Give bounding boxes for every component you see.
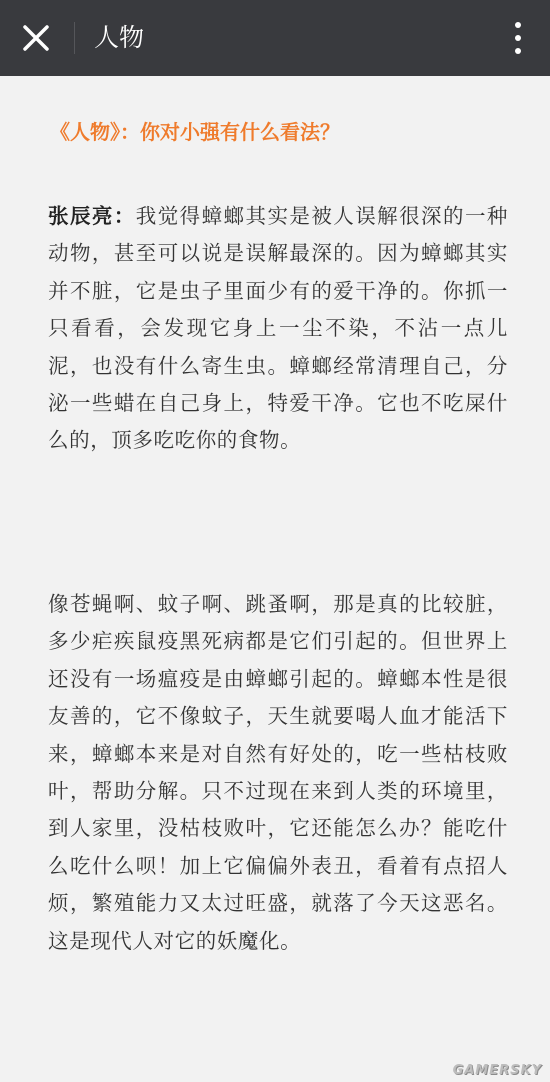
page-title: 人物 xyxy=(94,23,145,52)
close-button[interactable] xyxy=(14,16,58,60)
more-vertical-icon-dot xyxy=(515,48,521,54)
more-vertical-icon-dot xyxy=(515,35,521,41)
answer-paragraph-2: 像苍蝇啊、蚊子啊、跳蚤啊，那是真的比较脏，多少疟疾鼠疫黑死病都是它们引起的。但世界上还没有一场瘟疫是由蟑螂引起的。蟑螂本性是很友善的，它不像蚊子，天生就要喝人血才能活下来，蟑螂本来是对自然有好处的，吃一些枯枝败叶，帮助分解。只不过现在来到人类的环境里，到人家里，没枯枝败叶，它还能怎么办？能吃什么吃什么呗！加上它偏偏外表丑，看着有点招人烦，繁殖能力又太过旺盛，就落了今天这恶名。这是现代人对它的妖魔化。 xyxy=(48,592,508,953)
close-icon xyxy=(14,16,58,60)
answer-text-1: 我觉得蟑螂其实是被人误解很深的一种动物，甚至可以说是误解最深的。因为蟑螂其实并不脏，它是虫子里面少有的爱干净的。你抓一只看看，会发现它身上一尘不染，不沾一点儿泥，也没有什么寄生虫。蟑螂经常清理自己，分泌一些蜡在自己身上，特爱干净。它也不吃屎什么的，顶多吃吃你的食物。 xyxy=(48,204,508,453)
article-body xyxy=(0,76,550,1082)
more-options-button[interactable] xyxy=(504,18,532,58)
title-divider xyxy=(74,22,75,54)
speaker-name: 张辰亮： xyxy=(48,204,136,228)
watermark: GAMERSKY xyxy=(452,1063,542,1078)
more-vertical-icon xyxy=(515,22,521,28)
interview-question: 《人物》：你对小强有什么看法？ xyxy=(50,120,340,144)
answer-paragraph-1 xyxy=(48,198,508,460)
top-navigation-bar xyxy=(0,0,550,76)
